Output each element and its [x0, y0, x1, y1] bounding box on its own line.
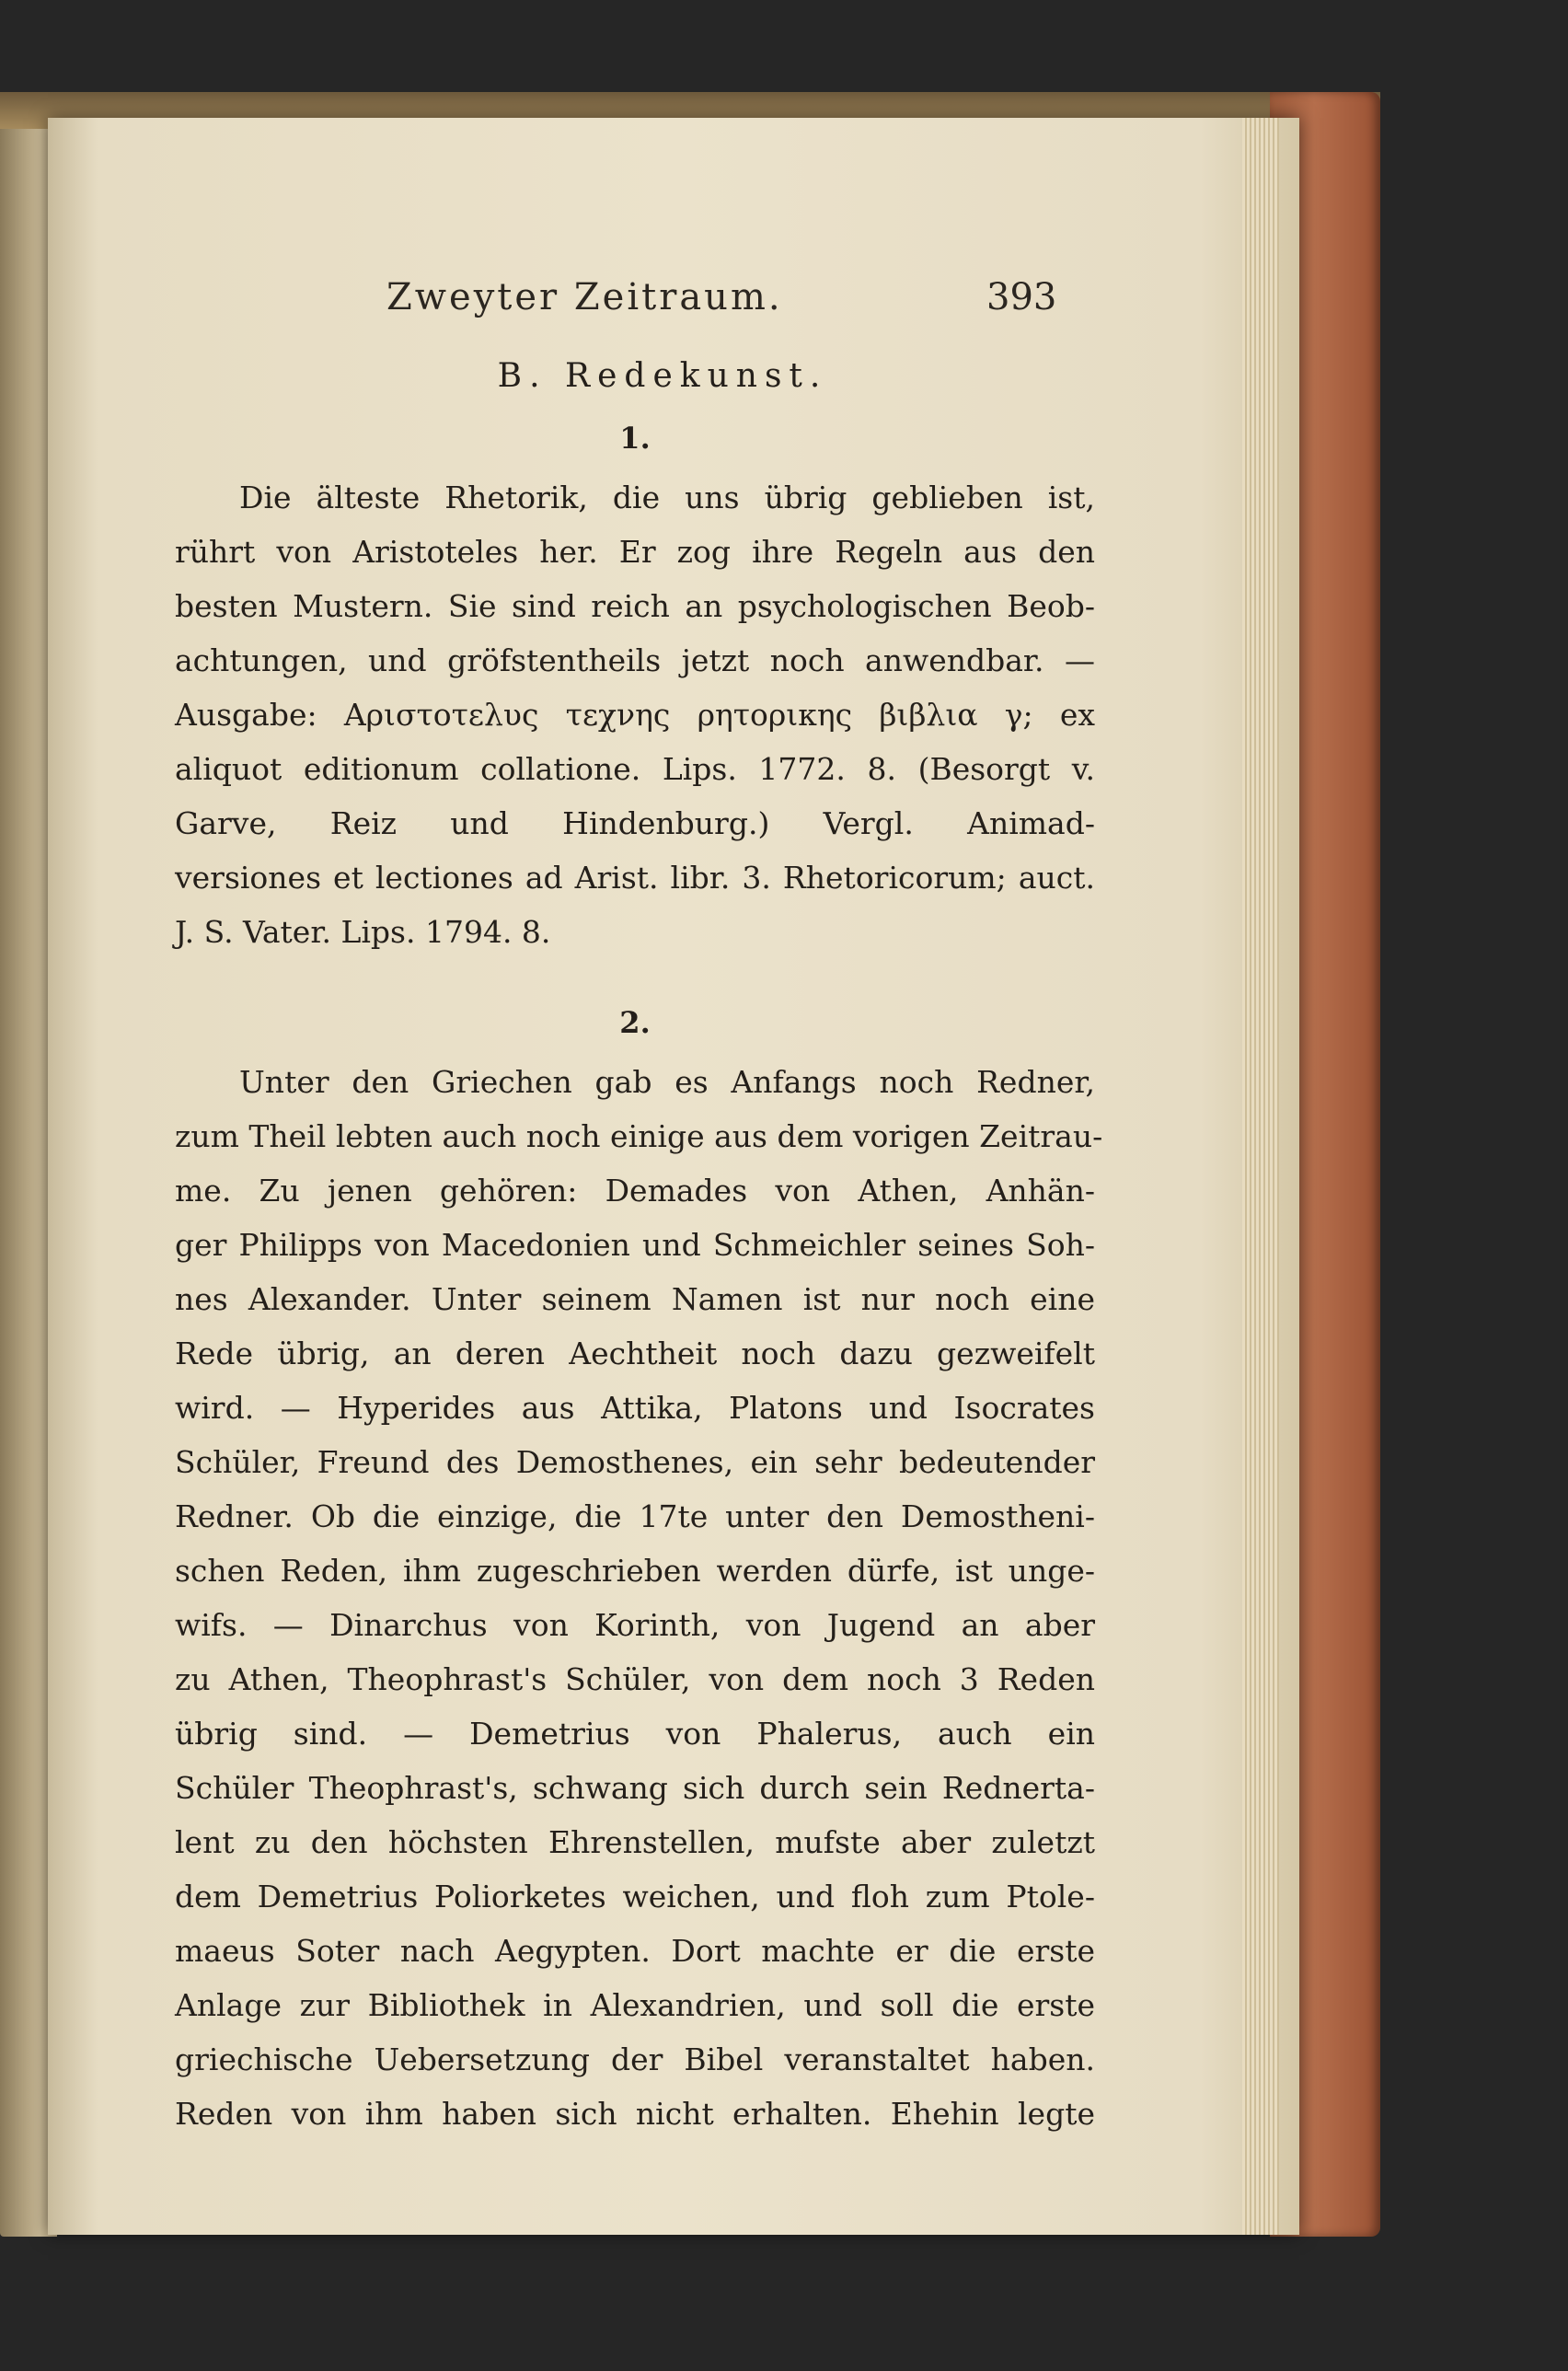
text-line: übrig sind. — Demetrius von Phalerus, auch ein	[175, 1716, 1095, 1752]
text-line: Die älteste Rhetorik, die uns übrig geblieben ist,	[239, 480, 1095, 515]
text-line: griechische Uebersetzung der Bibel veranstaltet haben.	[175, 2041, 1095, 2077]
text-line: ger Philipps von Macedonien und Schmeichler seines Soh-	[175, 1227, 1095, 1263]
text-line: Reden von ihm haben sich nicht erhalten. Ehehin legte	[175, 2096, 1095, 2132]
paragraph-number-1: 1.	[619, 421, 651, 456]
text-line: zum Theil lebten auch noch einige aus dem vorigen Zeitrau-	[175, 1118, 1103, 1154]
text-line: achtungen, und gröfstentheils jetzt noch anwendbar. —	[175, 642, 1095, 678]
text-line: Rede übrig, an deren Aechtheit noch dazu gezweifelt	[175, 1336, 1095, 1371]
text-line: Schüler, Freund des Demosthenes, ein sehr bedeutender	[175, 1444, 1095, 1480]
text-line: aliquot editionum collatione. Lips. 1772. 8. (Besorgt v.	[175, 751, 1095, 787]
page-header	[0, 276, 1568, 331]
text-line: maeus Soter nach Aegypten. Dort machte er die erste	[175, 1933, 1095, 1969]
text-line: Redner. Ob die einzige, die 17te unter den Demostheni-	[175, 1498, 1095, 1534]
paragraph-number-2: 2.	[619, 1005, 651, 1040]
text-line: me. Zu jenen gehören: Demades von Athen, Anhän-	[175, 1173, 1095, 1209]
text-line: wird. — Hyperides aus Attika, Platons und Isocrates	[175, 1390, 1095, 1426]
text-line: Garve, Reiz und Hindenburg.) Vergl. Animad-	[175, 805, 1095, 841]
page-number: 393	[986, 276, 1057, 318]
page-body	[175, 357, 1103, 2141]
text-line: wifs. — Dinarchus von Korinth, von Jugend an aber	[175, 1607, 1095, 1643]
paragraph-2	[175, 1055, 1103, 2141]
text-line: nes Alexander. Unter seinem Namen ist nur noch eine	[175, 1281, 1095, 1317]
text-line: zu Athen, Theophrast's Schüler, von dem noch 3 Reden	[175, 1661, 1095, 1697]
page-fore-edge	[1242, 118, 1279, 2235]
text-line: Anlage zur Bibliothek in Alexandrien, und soll die erste	[175, 1987, 1095, 2023]
paragraph-1	[175, 470, 1095, 959]
running-head: Zweyter Zeitraum.	[386, 276, 783, 318]
text-line: dem Demetrius Poliorketes weichen, und floh zum Ptole-	[175, 1879, 1095, 1914]
section-title: B. Redekunst.	[497, 357, 828, 395]
text-line: Unter den Griechen gab es Anfangs noch Redner,	[239, 1064, 1095, 1100]
text-line: rührt von Aristoteles her. Er zog ihre Regeln aus den	[175, 534, 1095, 570]
text-line: versiones et lectiones ad Arist. libr. 3. Rhetoricorum; auct.	[175, 860, 1095, 896]
text-line: J. S. Vater. Lips. 1794. 8.	[175, 914, 551, 950]
text-line: schen Reden, ihm zugeschrieben werden dürfe, ist unge-	[175, 1553, 1095, 1589]
text-line: lent zu den höchsten Ehrenstellen, mufste aber zuletzt	[175, 1824, 1095, 1860]
text-line: Schüler Theophrast's, schwang sich durch sein Rednerta-	[175, 1770, 1095, 1806]
text-line: besten Mustern. Sie sind reich an psychologischen Beob-	[175, 588, 1095, 624]
text-line: Ausgabe: Αριστοτελυς τεχνης ρητορικης βιβλια γ; ex	[175, 697, 1095, 733]
